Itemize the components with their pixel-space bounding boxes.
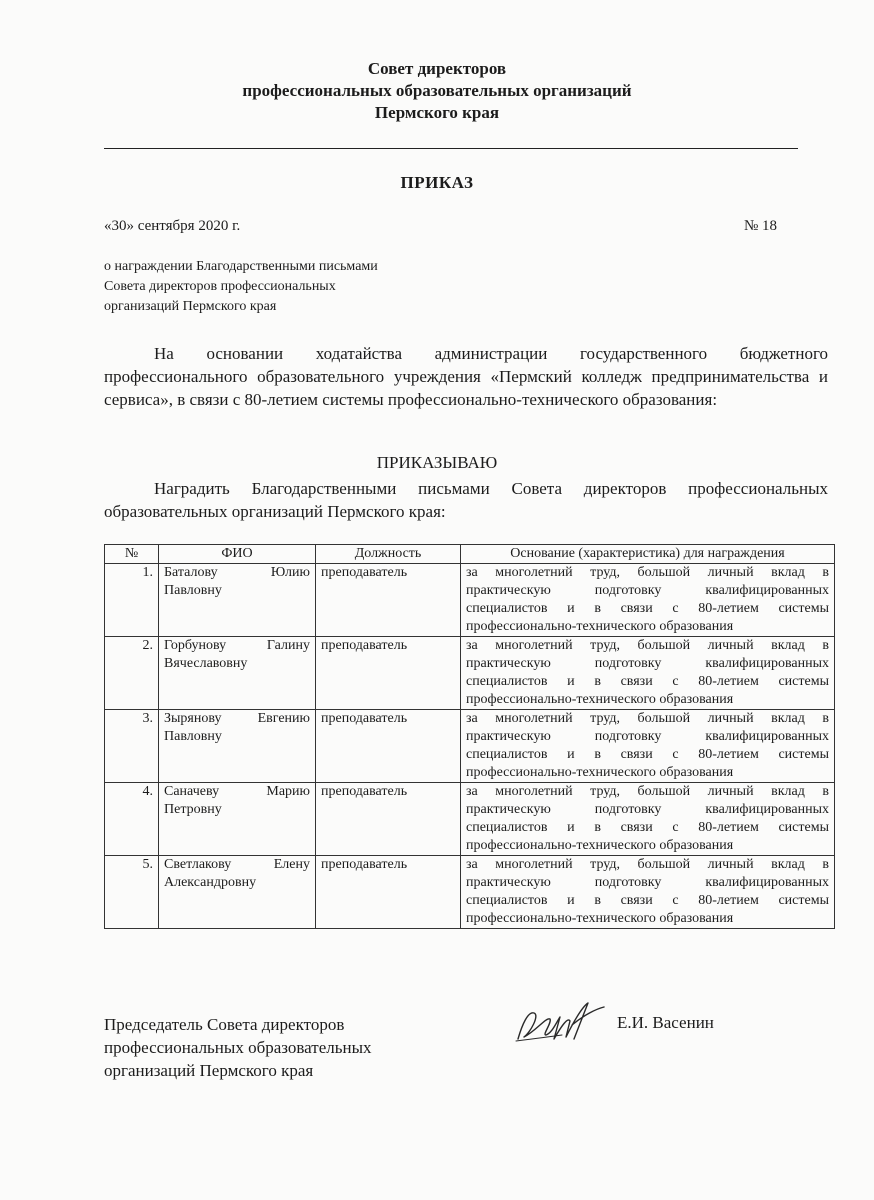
row-fio: Зырянову Евгению Павловну [159,710,316,783]
table-row [105,783,835,856]
row-basis: за многолетний труд, большой личный вклад в практическую подготовку квалифицированных специалистов и в связи с 80-летием системы профессионально-технического образования [461,564,835,637]
order-number: № 18 [744,218,778,234]
table-row [105,637,835,710]
table-row [105,856,835,929]
preamble-paragraph: На основании ходатайства администрации государственного бюджетного профессионального образовательного учреждения «Пермский колледж предпринимательства и сервиса», в связи с 80-летием системы профессионально-технического образования: [104,344,828,409]
row-position: преподаватель [316,783,461,856]
order-word: ПРИКАЗЫВАЮ [376,453,498,472]
subject-line: Совета директоров профессиональных [104,279,336,294]
subject-line: о награждении Благодарственными письмами [104,259,378,274]
row-fio: Светлакову Елену Александровну [159,856,316,929]
awards-table [104,544,835,929]
row-fio: Саначеву Марию Петровну [159,783,316,856]
table-header-row [105,545,835,564]
award-paragraph: Наградить Благодарственными письмами Совета директоров профессиональных образовательных организаций Пермского края: [104,479,828,521]
row-fio: Горбунову Галину Вячеславовну [159,637,316,710]
row-number: 5. [105,856,159,929]
row-number: 1. [105,564,159,637]
table-row [105,710,835,783]
header-line-2: профессиональных образовательных организаций [242,81,632,100]
row-basis: за многолетний труд, большой личный вклад в практическую подготовку квалифицированных специалистов и в связи с 80-летием системы профессионально-технического образования [461,637,835,710]
row-number: 3. [105,710,159,783]
column-header-basis: Основание (характеристика) для награждения [461,545,835,564]
subject-line: организаций Пермского края [104,299,277,314]
signatory-title [104,1013,372,1082]
row-fio: Баталову Юлию Павловну [159,564,316,637]
signatory-line: Председатель Совета директоров [104,1015,345,1034]
order-date: «30» сентября 2020 г. [104,218,241,234]
document-title: ПРИКАЗ [400,173,474,192]
row-basis: за многолетний труд, большой личный вклад в практическую подготовку квалифицированных специалистов и в связи с 80-летием системы профессионально-технического образования [461,710,835,783]
row-basis: за многолетний труд, большой личный вклад в практическую подготовку квалифицированных специалистов и в связи с 80-летием системы профессионально-технического образования [461,856,835,929]
header-line-3: Пермского края [374,103,500,122]
column-header-number: № [105,545,159,564]
column-header-fio: ФИО [159,545,316,564]
order-subject [104,257,378,317]
signatory-name: Е.И. Васенин [617,1013,714,1032]
header-line-1: Совет директоров [367,59,507,78]
header-divider [104,148,798,149]
signatory-line: профессиональных образовательных [104,1038,372,1057]
row-basis: за многолетний труд, большой личный вклад в практическую подготовку квалифицированных специалистов и в связи с 80-летием системы профессионально-технического образования [461,783,835,856]
row-position: преподаватель [316,564,461,637]
row-number: 4. [105,783,159,856]
row-number: 2. [105,637,159,710]
handwritten-signature [512,995,608,1051]
column-header-position: Должность [316,545,461,564]
table-row [105,564,835,637]
organization-header [0,58,874,124]
row-position: преподаватель [316,856,461,929]
row-position: преподаватель [316,637,461,710]
signatory-line: организаций Пермского края [104,1061,314,1080]
row-position: преподаватель [316,710,461,783]
